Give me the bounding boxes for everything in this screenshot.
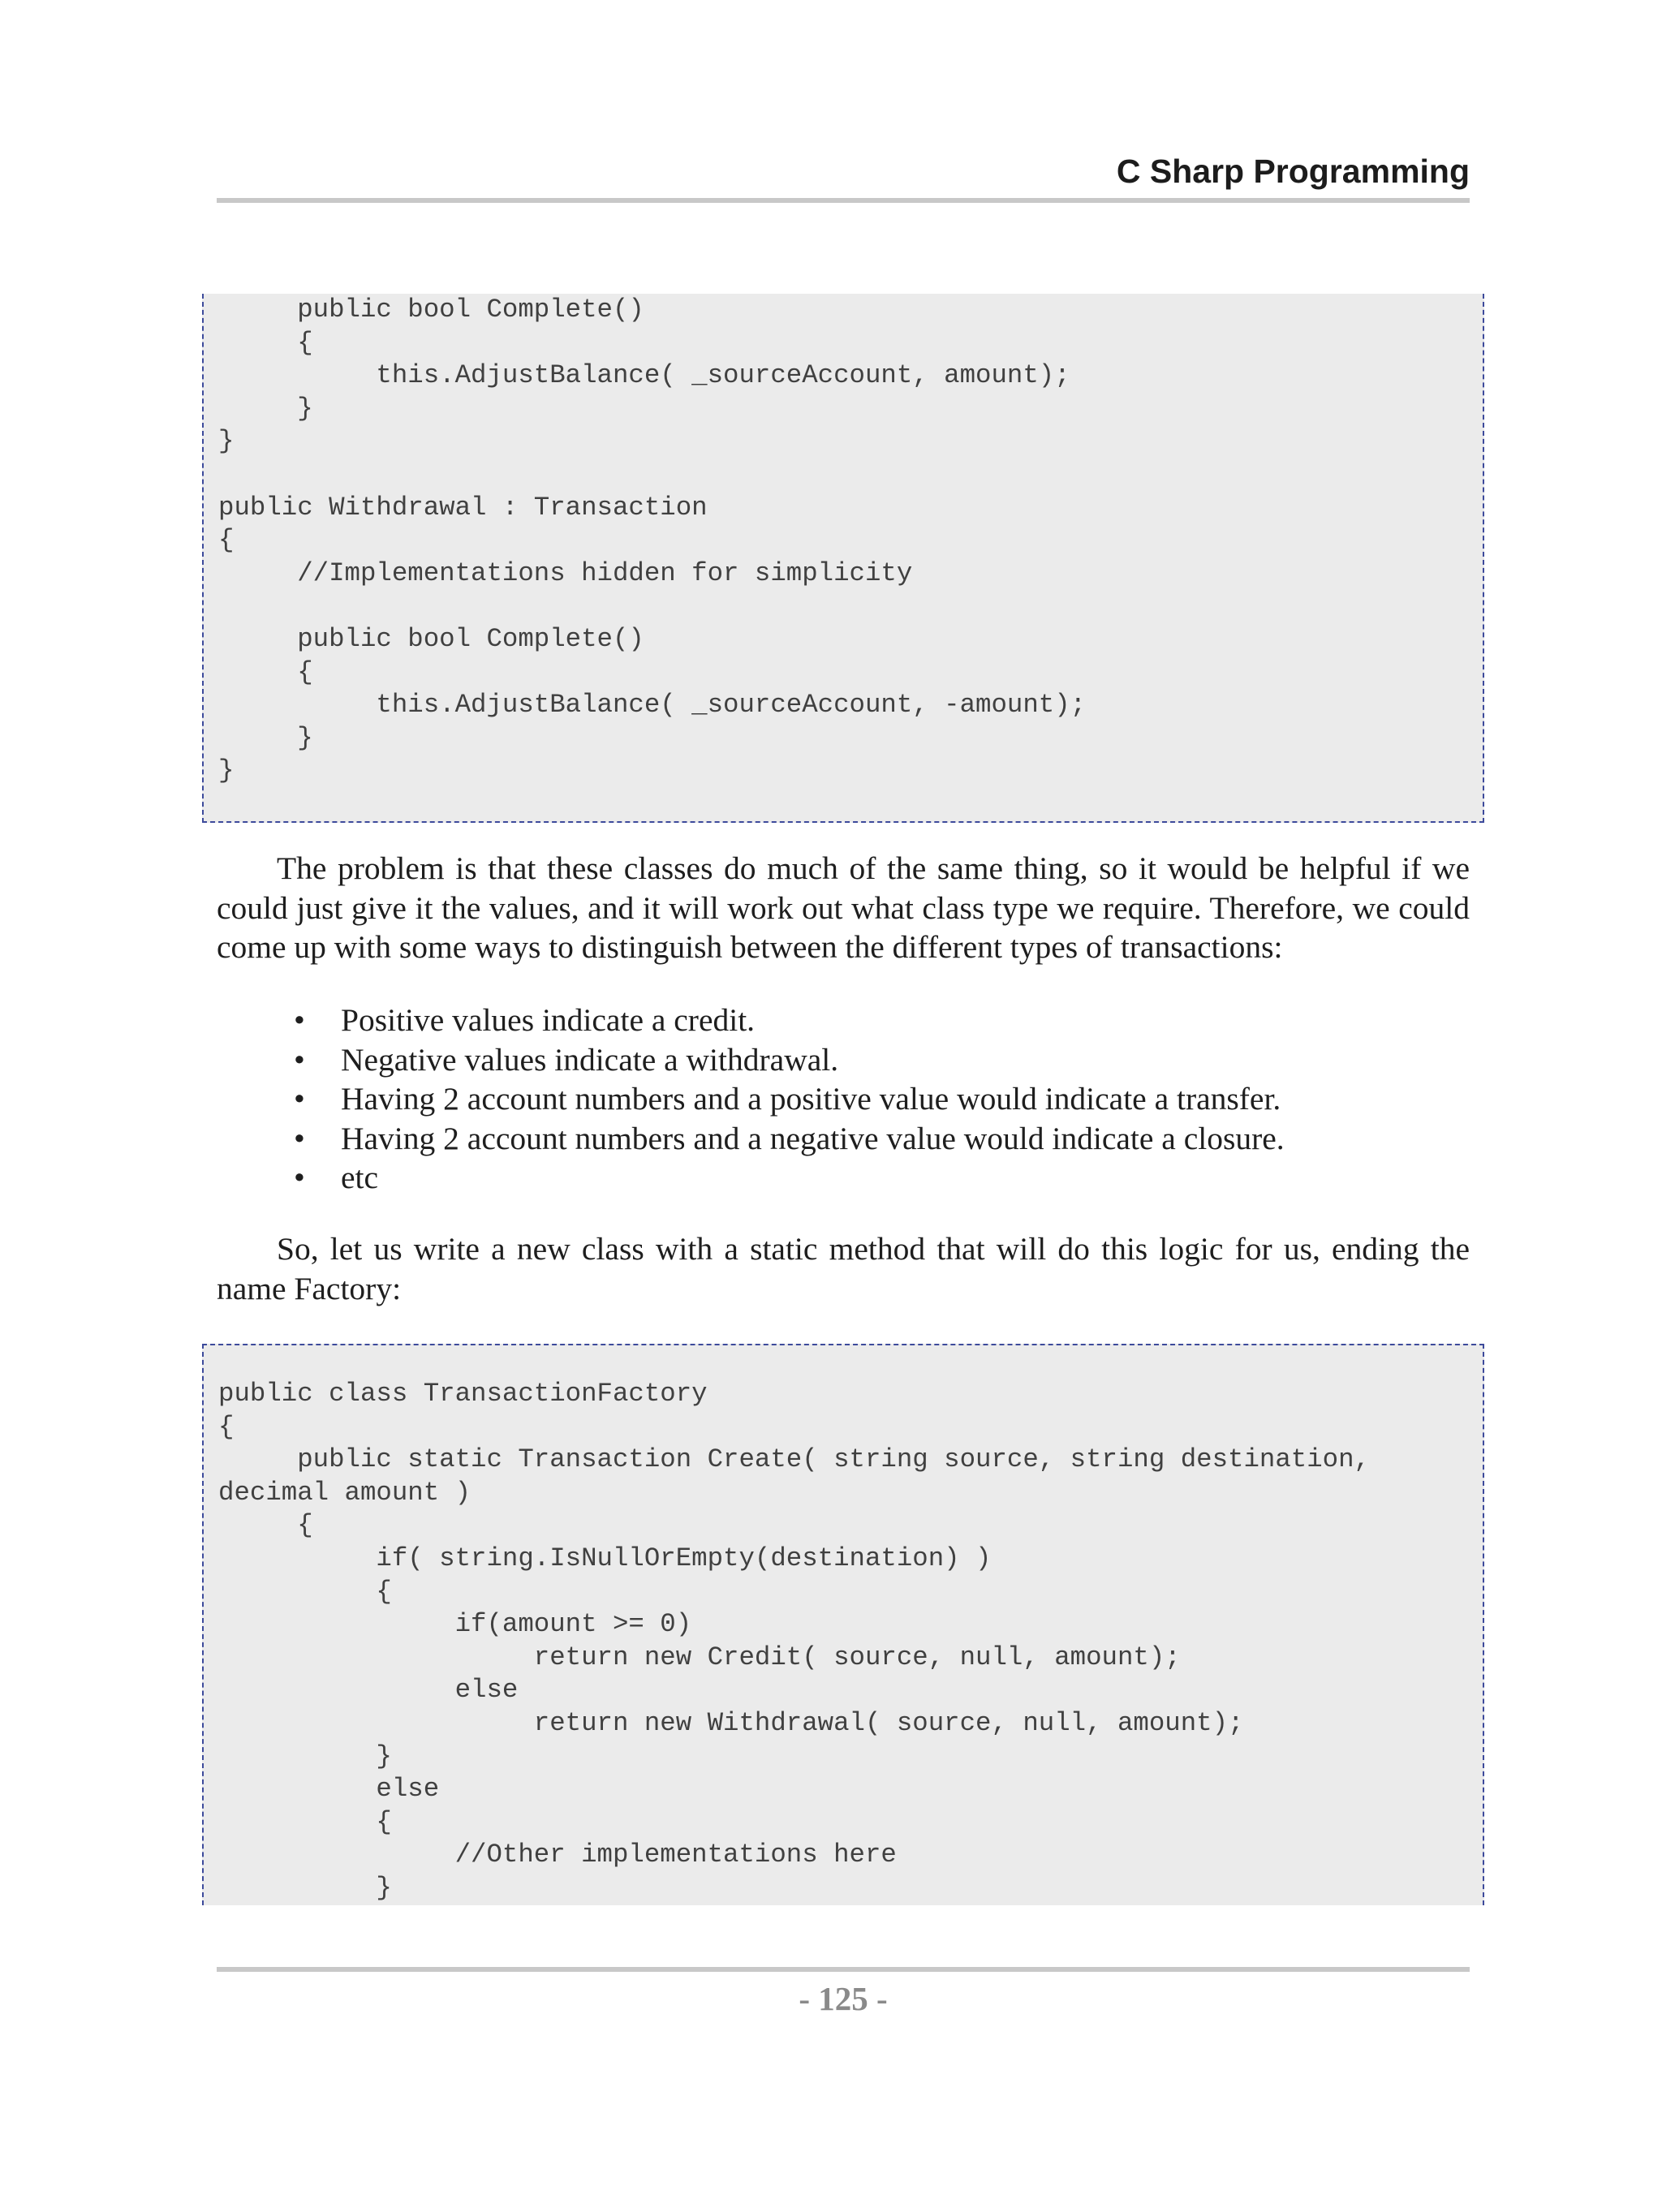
- page-number: - 125 -: [799, 1980, 888, 2017]
- list-item-text: Positive values indicate a credit.: [341, 1002, 756, 1038]
- list-item: [294, 1119, 1430, 1159]
- bullet-icon: •: [294, 1160, 305, 1195]
- bullet-icon: •: [294, 1081, 305, 1117]
- list-item: [294, 1158, 1430, 1198]
- code-block-transaction-factory: [202, 1344, 1484, 1905]
- list-item: [294, 1001, 1430, 1040]
- book-title: C Sharp Programming: [1116, 153, 1470, 190]
- list-item-text: Having 2 account numbers and a positive value would indicate a transfer.: [341, 1081, 1281, 1117]
- code-listing: public bool Complete() { this.AdjustBalance( _sourceAccount, amount); } } public Withdrawal : Transaction { //Implementations hidden for simplicity public bool Complete() { this.AdjustBalance( _sourceAccount, -amount); } }: [218, 295, 1087, 786]
- page-header: [217, 146, 1470, 203]
- list-item-text: etc: [341, 1160, 379, 1195]
- bullet-icon: •: [294, 1120, 305, 1156]
- list-item: [294, 1040, 1430, 1080]
- bullet-icon: •: [294, 1041, 305, 1078]
- list-item: [294, 1079, 1430, 1119]
- list-item-text: Having 2 account numbers and a negative value would indicate a closure.: [341, 1120, 1285, 1156]
- code-block-withdrawal: [202, 294, 1484, 823]
- bullet-icon: •: [294, 1002, 305, 1038]
- paragraph-factory-intro: So, let us write a new class with a static method that will do this logic for us, ending the name Factory:: [217, 1231, 1470, 1306]
- code-listing: public class TransactionFactory { public static Transaction Create( string source, string destination, decimal amount ) { if( string.IsNullOrEmpty(destination) ) { if(amount >= 0) return new Credit( source, null, amount); else return new Withdrawal( source, null, amount); } else { //Other implementations here }: [218, 1379, 1370, 1903]
- paragraph-problem: The problem is that these classes do much of the same thing, so it would be helpful if we could just give it the values, and it will work out what class type we require. Therefore, we could come up with some ways to distinguish between the different types of transactions:: [217, 850, 1470, 965]
- list-item-text: Negative values indicate a withdrawal.: [341, 1041, 839, 1078]
- transaction-type-list: [294, 1001, 1430, 1198]
- footer-rule: [217, 1967, 1470, 1972]
